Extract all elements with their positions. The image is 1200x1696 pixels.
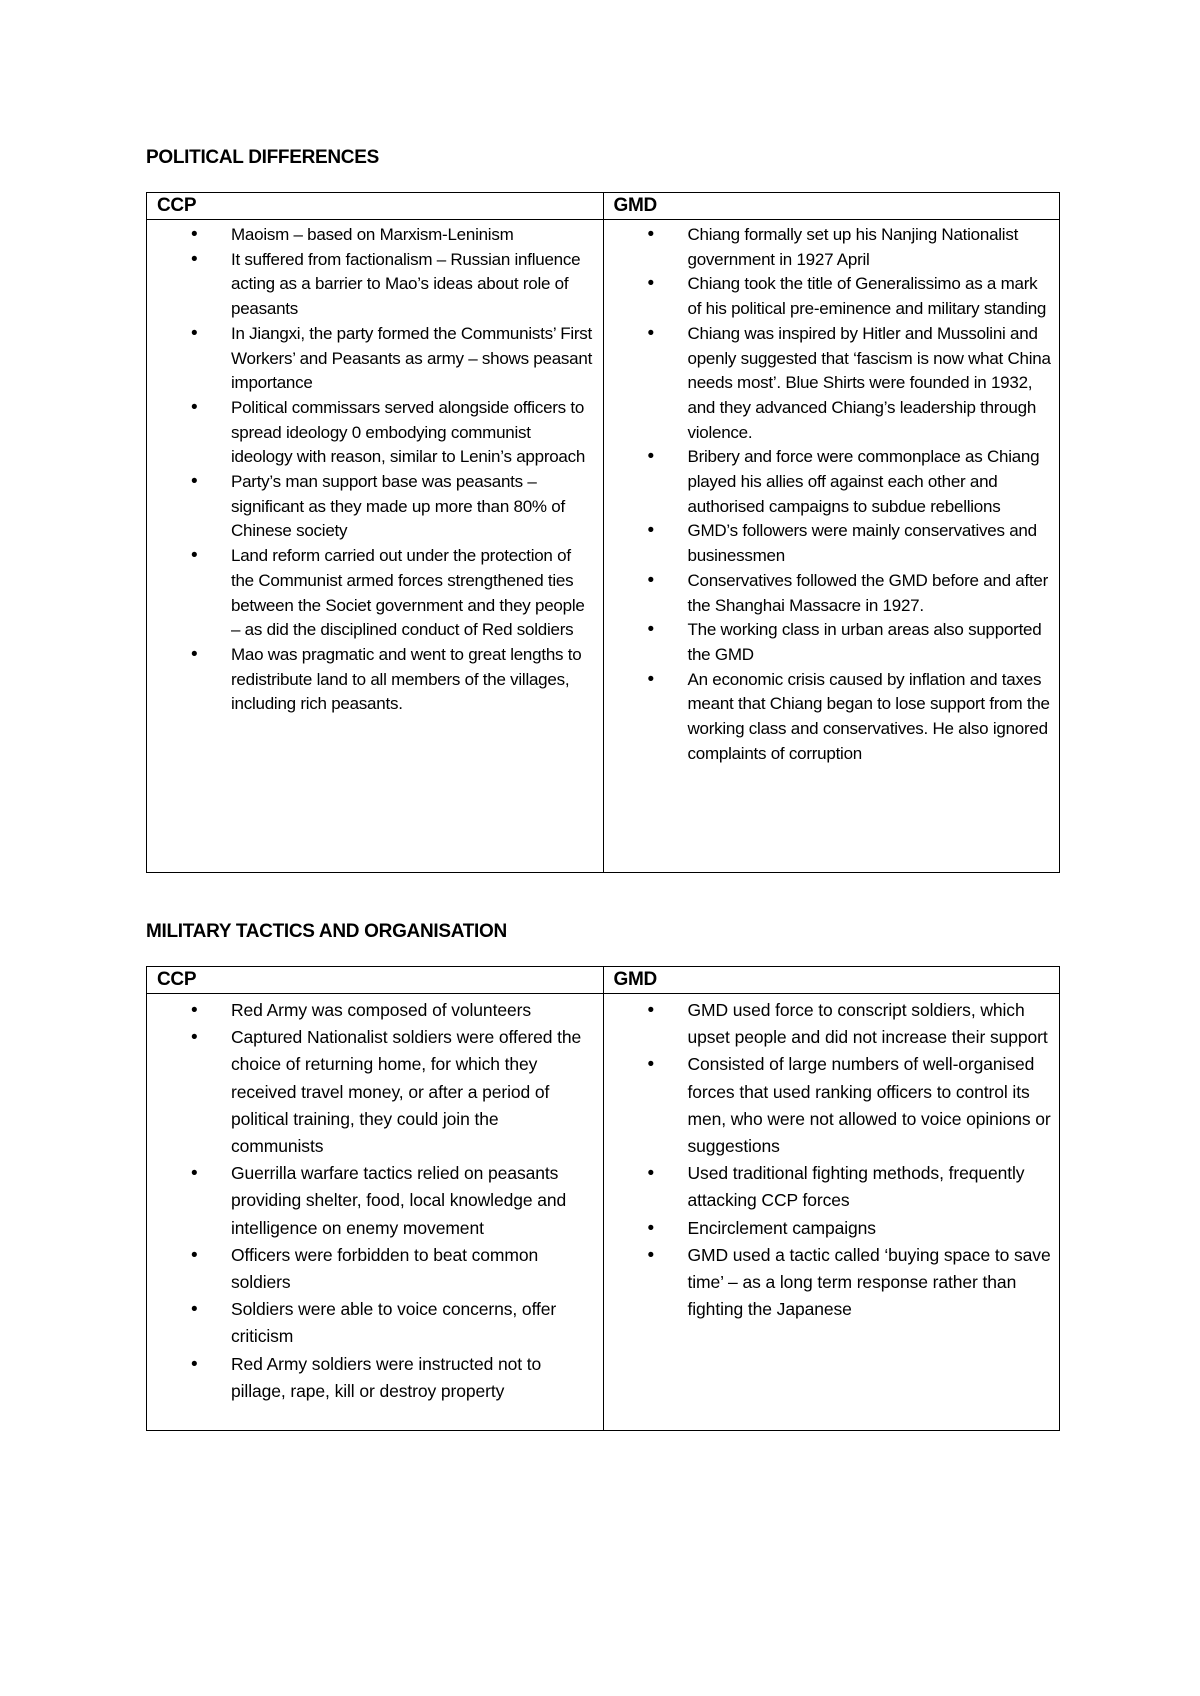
table-header-row: [147, 193, 1060, 220]
list-item: • An economic crisis caused by inflation and taxes meant that Chiang began to lose support from the working class and conservatives. He also ignored complaints of corruption: [604, 668, 1052, 767]
column-header-ccp: CCP: [147, 193, 604, 220]
table-header-row: [147, 967, 1060, 994]
list-item: • Red Army soldiers were instructed not to pillage, rape, kill or destroy property: [147, 1351, 595, 1405]
gmd-bullet-list: [604, 994, 1060, 1323]
ccp-cell: [147, 994, 604, 1431]
list-item: • Chiang took the title of Generalissimo as a mark of his political pre-eminence and military standing: [604, 272, 1052, 321]
gmd-cell: [603, 220, 1060, 873]
list-item: • In Jiangxi, the party formed the Communists’ First Workers’ and Peasants as army – shows peasant importance: [147, 322, 595, 396]
list-item: • It suffered from factionalism – Russian influence acting as a barrier to Mao’s ideas about role of peasants: [147, 248, 595, 322]
table-body-row: [147, 220, 1060, 873]
list-item: • Land reform carried out under the protection of the Communist armed forces strengthened ties between the Societ government and they people – as did the disciplined conduct of Red soldiers: [147, 544, 595, 643]
column-header-gmd: GMD: [603, 193, 1060, 220]
list-item: • GMD used force to conscript soldiers, which upset people and did not increase their support: [604, 997, 1052, 1051]
ccp-cell: [147, 220, 604, 873]
section-heading-political-differences: POLITICAL DIFFERENCES: [146, 147, 379, 168]
list-item: • Guerrilla warfare tactics relied on peasants providing shelter, food, local knowledge and intelligence on enemy movement: [147, 1160, 595, 1242]
ccp-bullet-list: [147, 994, 603, 1405]
list-item: • Officers were forbidden to beat common soldiers: [147, 1242, 595, 1296]
military-tactics-table: [146, 966, 1060, 1431]
column-header-gmd: GMD: [603, 967, 1060, 994]
list-item: • Mao was pragmatic and went to great lengths to redistribute land to all members of the villages, including rich peasants.: [147, 643, 595, 717]
list-item: • Chiang was inspired by Hitler and Mussolini and openly suggested that ‘fascism is now what China needs most’. Blue Shirts were founded in 1932, and they advanced Chiang’s leadership through violence.: [604, 322, 1052, 446]
list-item: • Consisted of large numbers of well-organised forces that used ranking officers to control its men, who were not allowed to voice opinions or suggestions: [604, 1051, 1052, 1160]
gmd-bullet-list: [604, 220, 1060, 766]
list-item: • Political commissars served alongside officers to spread ideology 0 embodying communist ideology with reason, similar to Lenin’s approach: [147, 396, 595, 470]
list-item: • Soldiers were able to voice concerns, offer criticism: [147, 1296, 595, 1350]
list-item: • Encirclement campaigns: [604, 1215, 1052, 1242]
column-header-ccp: CCP: [147, 967, 604, 994]
list-item: • Maoism – based on Marxism-Leninism: [147, 223, 595, 248]
table-body-row: [147, 994, 1060, 1431]
list-item: • Red Army was composed of volunteers: [147, 997, 595, 1024]
list-item: • The working class in urban areas also supported the GMD: [604, 618, 1052, 667]
list-item: • Used traditional fighting methods, frequently attacking CCP forces: [604, 1160, 1052, 1214]
gmd-cell: [603, 994, 1060, 1431]
list-item: • Conservatives followed the GMD before and after the Shanghai Massacre in 1927.: [604, 569, 1052, 618]
list-item: • Party’s man support base was peasants – significant as they made up more than 80% of Chinese society: [147, 470, 595, 544]
list-item: • Chiang formally set up his Nanjing Nationalist government in 1927 April: [604, 223, 1052, 272]
list-item: • Captured Nationalist soldiers were offered the choice of returning home, for which they received travel money, or after a period of political training, they could join the communists: [147, 1024, 595, 1160]
list-item: • GMD’s followers were mainly conservatives and businessmen: [604, 519, 1052, 568]
political-differences-table: [146, 192, 1060, 873]
list-item: • Bribery and force were commonplace as Chiang played his allies off against each other and authorised campaigns to subdue rebellions: [604, 445, 1052, 519]
ccp-bullet-list: [147, 220, 603, 717]
list-item: • GMD used a tactic called ‘buying space to save time’ – as a long term response rather than fighting the Japanese: [604, 1242, 1052, 1324]
section-heading-military-tactics: MILITARY TACTICS AND ORGANISATION: [146, 921, 507, 942]
